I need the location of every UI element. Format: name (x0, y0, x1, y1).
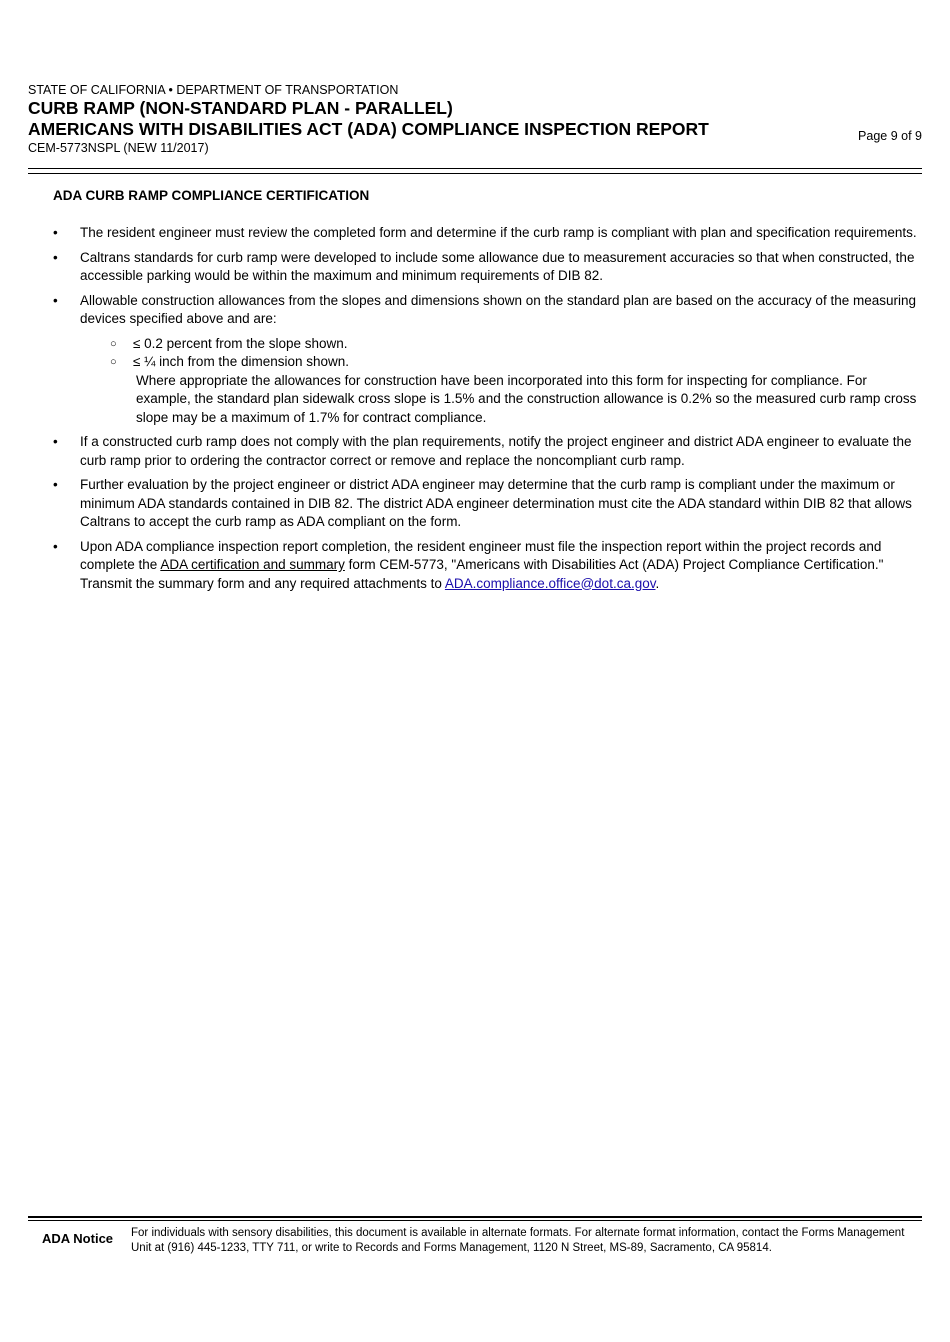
list-item-text-part: form CEM-5773, "Americans with Disabilities Act (ADA) Project Compliance Certification." Transmit the summary form and any required attachments to (80, 557, 884, 591)
list-item-text: If a constructed curb ramp does not comply with the plan requirements, notify the project engineer and district ADA engineer to evaluate the curb ramp prior to ordering the contractor correct or remove and replace the noncompliant curb ramp. (80, 434, 912, 468)
section-title: ADA CURB RAMP COMPLIANCE CERTIFICATION (53, 188, 370, 203)
bullet-marker: • (53, 477, 58, 492)
footer-divider-top (28, 1216, 922, 1218)
certification-summary-link[interactable]: ADA certification and summary (160, 557, 345, 572)
sub-list-item (53, 353, 919, 372)
list-item (53, 476, 919, 532)
bullet-marker: • (53, 225, 58, 240)
list-item-text: Caltrans standards for curb ramp were developed to include some allowance due to measurement accuracies so that when constructed, the accessible parking would be within the maximum and minimum requirements of DIB 82. (80, 249, 915, 283)
sub-bullet-marker: ○ (110, 356, 117, 368)
email-link[interactable]: ADA.compliance.office@dot.ca.gov (444, 575, 656, 591)
header-divider-bottom (28, 173, 922, 174)
list-item-text-part: . (655, 575, 660, 591)
list-item (53, 433, 919, 470)
agency-name: STATE OF CALIFORNIA • DEPARTMENT OF TRANSPORTATION (28, 83, 399, 97)
bullet-marker: • (53, 249, 58, 265)
form-title-line2: AMERICANS WITH DISABILITIES ACT (ADA) COMPLIANCE INSPECTION REPORT (28, 119, 709, 139)
footer-divider-bottom (28, 1220, 922, 1221)
list-item (53, 249, 919, 286)
sub-list-item-text: ≤ 0.2 percent from the slope shown. (133, 335, 348, 351)
list-item (53, 538, 919, 594)
form-header (28, 83, 922, 157)
allowance-note: Where appropriate the allowances for construction have been incorporated into this form for inspecting for compliance. For example, the standard plan sidewalk cross slope is 1.5% and the construction allowance is 0.2% so the measured curb ramp cross slope may be a maximum of 1.7% for contract compliance. (136, 372, 917, 425)
list-item-text (80, 539, 883, 591)
list-item-text-part: Upon ADA compliance inspection report completion, the resident engineer must file the inspection report within the project records and complete the (80, 538, 882, 572)
bullet-marker: • (53, 434, 58, 449)
page-number: Page 9 of 9 (858, 129, 922, 143)
list-item-text: Allowable construction allowances from the slopes and dimensions shown on the standard plan are based on the accuracy of the measuring devices specified above and are: (80, 292, 916, 326)
sub-list-item-text: ≤ ¼ inch from the dimension shown. (133, 354, 350, 369)
form-title-line1: CURB RAMP (NON-STANDARD PLAN - PARALLEL) (28, 98, 453, 118)
list-item (53, 224, 919, 243)
certification-list (53, 224, 919, 599)
form-number: CEM-5773NSPL (NEW 11/2017) (28, 141, 209, 155)
list-item-text: The resident engineer must review the completed form and determine if the curb ramp is compliant with plan and specification requirements. (80, 225, 917, 240)
ada-notice-label: ADA Notice (42, 1231, 114, 1246)
header-divider-top (28, 168, 922, 169)
sub-bullet-marker: ○ (110, 337, 117, 350)
ada-notice-text: For individuals with sensory disabilities, this document is available in alternate formats. For alternate format information, contact the Forms Management Unit at (916) 445-1233, TTY 711, or write to Records and Forms Management, 1120 N Street, MS-89, Sacramento, CA 95814. (131, 1227, 905, 1254)
sub-list-item (53, 335, 919, 354)
bullet-marker: • (53, 538, 58, 554)
list-item (53, 292, 919, 329)
bullet-marker: • (53, 292, 58, 308)
list-item-text: Further evaluation by the project engineer or district ADA engineer may determine that the curb ramp is compliant under the maximum or minimum ADA standards contained in DIB 82. The district ADA engineer determination must cite the ADA standard within DIB 82 that allows Caltrans to accept the curb ramp as ADA compliant on the form. (80, 477, 912, 529)
